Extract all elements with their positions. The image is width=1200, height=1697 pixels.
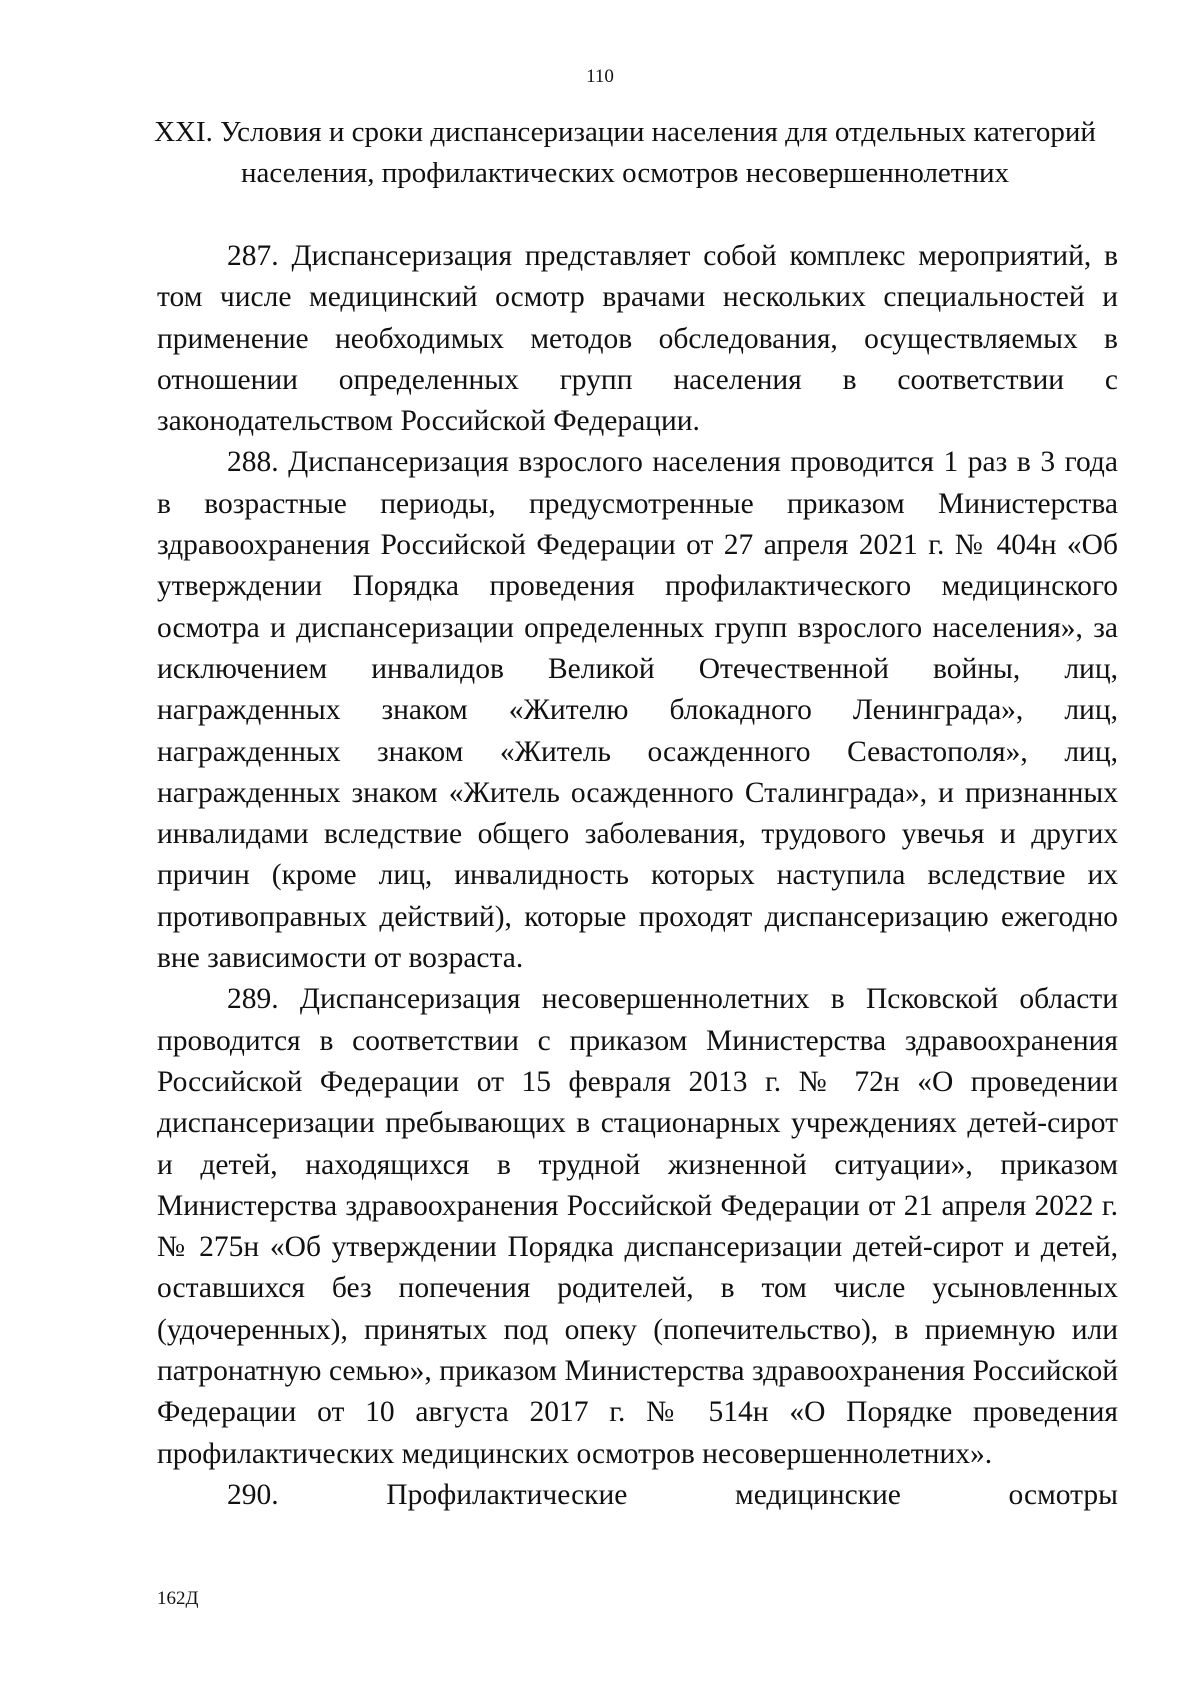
section-title: XXI. Условия и сроки диспансеризации населения для отдельных категорий населения, профилактических осмотров несовершеннолетних [154,116,1096,189]
paragraph-287: 287. Диспансеризация представляет собой комплекс мероприятий, в том числе медицинский осмотр врачами нескольких специальностей и применение необходимых методов обследования, осуществляемых в отношении определенных групп населения в соответствии с законодательством Российской Федерации. [157,240,1118,438]
paragraph-288: 288. Диспансеризация взрослого населения проводится 1 раз в 3 года в возрастные периоды, предусмотренные приказом Министерства здравоохранения Российской Федерации от 27 апреля 2021 г. № 404н «Об утверждении Порядка проведения профилактического медицинского осмотра и диспансеризации определенных групп взрослого населения», за исключением инвалидов Великой Отечественной войны, лиц, награжденных знаком «Жителю блокадного Ленинграда», лиц, награжденных знаком «Житель осажденного Севастополя», лиц, награжденных знаком «Житель осажденного Сталинграда», и признанных инвалидами вследствие общего заболевания, трудового увечья и других причин (кроме лиц, инвалидность которых наступила вследствие их противоправных действий), которые проходят диспансеризацию ежегодно вне зависимости от возраста. [157,446,1118,975]
document-code: 162Д [157,1588,199,1609]
document-body [157,236,1118,1516]
page-number: 110 [586,66,614,87]
paragraph-289: 289. Диспансеризация несовершеннолетних в Псковской области проводится в соответствии с приказом Министерства здравоохранения Российской Федерации от 15 февраля 2013 г. № 72н «О проведении диспансеризации пребывающих в стационарных учреждениях детей-сирот и детей, находящихся в трудной жизненной ситуации», приказом Министерства здравоохранения Российской Федерации от 21 апреля 2022 г. № 275н «Об утверждении Порядка диспансеризации детей-сирот и детей, оставшихся без попечения родителей, в том числе усыновленных (удочеренных), принятых под опеку (попечительство), в приемную или патронатную семью», приказом Министерства здравоохранения Российской Федерации от 10 августа 2017 г. № 514н «О Порядке проведения профилактических медицинских осмотров несовершеннолетних». [157,983,1118,1470]
paragraph-290: 290. Профилактические медицинские осмотры [227,1478,1118,1511]
